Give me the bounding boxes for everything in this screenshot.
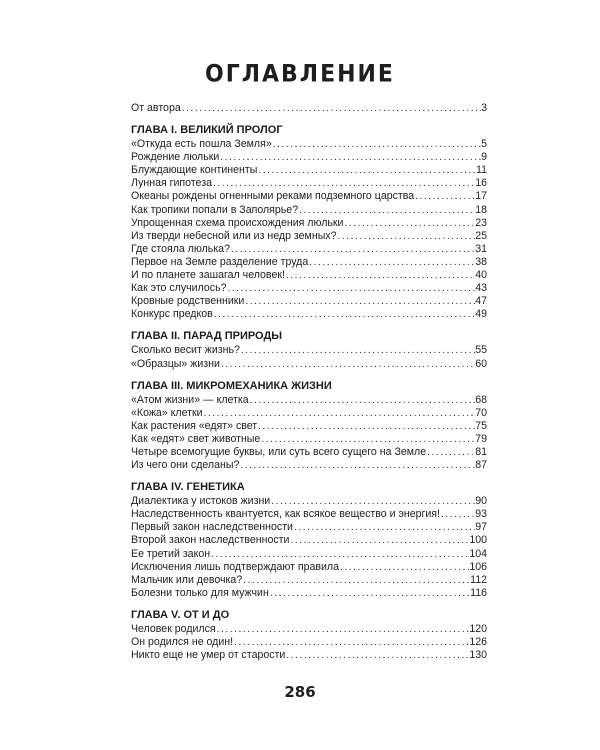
toc-entry-title: Из чего они сделаны? — [131, 459, 240, 472]
toc-entry[interactable] — [131, 243, 487, 256]
toc-entry-title: Исключения лишь подтверждают правила — [131, 560, 340, 573]
toc-entry[interactable] — [131, 446, 487, 459]
toc-entry[interactable] — [131, 636, 487, 649]
toc-entry-title: Человек родился — [131, 622, 216, 635]
toc-entry-title: От автора — [131, 102, 181, 114]
toc-entry-title: «Откуда есть пошла Земля» — [131, 138, 272, 151]
toc-entry-page: 75 — [475, 419, 487, 432]
toc-entry-page: 130 — [469, 649, 487, 662]
toc-entry-page: 40 — [475, 269, 487, 282]
toc-entry[interactable] — [131, 548, 487, 561]
leader-dots — [257, 164, 476, 177]
leader-dots — [233, 636, 469, 649]
toc-entry[interactable] — [131, 190, 487, 203]
toc-entry-title: Первое на Земле разделение труда — [131, 255, 309, 268]
toc-chapter — [131, 329, 487, 370]
toc-entry-page: 11 — [476, 164, 487, 177]
toc-entry-page: 116 — [470, 586, 487, 599]
leader-dots — [210, 548, 469, 561]
toc-chapter — [131, 480, 487, 600]
toc-chapter — [131, 379, 487, 473]
leader-dots — [244, 295, 475, 308]
toc-entry-page: 9 — [481, 151, 487, 164]
toc-entry[interactable] — [131, 574, 487, 587]
leader-dots — [240, 344, 475, 357]
toc-entry-page: 106 — [469, 560, 487, 573]
toc-entry[interactable] — [131, 164, 487, 177]
leader-dots — [219, 151, 481, 164]
toc-entry-page: 93 — [475, 508, 487, 521]
toc-entry-title: «Кожа» клетки — [131, 406, 203, 419]
toc-entry-title: Где стояла люлька? — [131, 242, 230, 255]
toc-entry[interactable] — [131, 521, 487, 534]
toc-entry-title: Ее третий закон — [131, 547, 211, 560]
toc-entry[interactable] — [131, 433, 487, 446]
toc-entry[interactable] — [131, 295, 487, 308]
leader-dots — [339, 561, 469, 574]
toc-entry-title: И по планете зашагал человек! — [131, 269, 285, 282]
toc-entry-page: 47 — [475, 295, 487, 308]
toc-chapter — [131, 123, 487, 321]
leader-dots — [203, 407, 476, 420]
toc-entry-page: 43 — [475, 282, 487, 295]
toc-entry[interactable] — [131, 561, 487, 574]
leader-dots — [181, 102, 481, 115]
toc-entry-page: 55 — [475, 344, 487, 357]
toc-entry[interactable] — [131, 508, 487, 521]
toc-entry-title: Упрощенная схема происхождения люльки — [131, 216, 344, 229]
leader-dots — [272, 138, 481, 151]
toc-entry-title: Как тропики попали в Заполярье? — [131, 203, 299, 216]
toc-entry-title: Рождение люльки — [131, 151, 220, 164]
toc-entry-title: Из тверди небесной или из недр земных? — [131, 229, 337, 242]
toc-entry-title: Кровные родственники — [131, 295, 245, 308]
toc-entry[interactable] — [131, 204, 487, 217]
leader-dots — [270, 495, 475, 508]
toc-entry-page: 100 — [469, 534, 487, 547]
toc-entry-page: 97 — [475, 521, 487, 534]
leader-dots — [289, 534, 469, 547]
toc-entry-page: 120 — [469, 622, 487, 635]
page-title: ОГЛАВЛЕНИЕ — [205, 60, 395, 89]
toc-entry-page: 5 — [481, 138, 487, 151]
toc-entry-title: Лунная гипотеза — [131, 177, 212, 190]
toc-entry-page: 68 — [475, 393, 487, 406]
toc-entry-page: 70 — [475, 406, 487, 419]
leader-dots — [213, 308, 475, 321]
toc-entry-title: Он родился не один! — [131, 636, 234, 648]
chapter-title: ГЛАВА II. ПАРАД ПРИРОДЫ — [131, 330, 283, 343]
leader-dots — [212, 177, 475, 190]
page-number: 286 — [284, 683, 316, 701]
toc-entry-title: Блуждающие континенты — [131, 164, 258, 177]
leader-dots — [440, 508, 475, 521]
toc-entry-title: Мальчик или девочка? — [131, 573, 243, 586]
leader-dots — [285, 649, 469, 662]
toc-entry-page: 81 — [475, 445, 487, 458]
toc-entry[interactable] — [131, 151, 487, 164]
toc-entry-title: Сколько весит жизнь? — [131, 344, 240, 357]
toc-entry-title: «Атом жизни» — клетка — [131, 393, 249, 406]
toc-entry-title: Четыре всемогущие буквы, или суть всего сущего на Земле — [131, 445, 427, 458]
toc-entry-page: 25 — [475, 229, 487, 242]
leader-dots — [337, 230, 476, 243]
leader-dots — [308, 256, 475, 269]
toc-entry-page: 49 — [475, 308, 487, 321]
toc-entry[interactable] — [131, 649, 487, 662]
leader-dots — [285, 269, 475, 282]
toc-entry[interactable] — [131, 407, 487, 420]
toc-entry-intro[interactable] — [131, 102, 487, 115]
toc-entry[interactable] — [131, 230, 487, 243]
toc-entry-page: 16 — [475, 177, 487, 190]
toc-entry-title: Второй закон наследственности — [131, 534, 290, 547]
toc-entry-page: 17 — [475, 190, 487, 203]
toc-entry[interactable] — [131, 308, 487, 321]
toc-entry[interactable] — [131, 269, 487, 282]
toc-entry-title: Конкурс предков — [131, 308, 213, 321]
toc-entry-title: Болезни только для мужчин — [131, 586, 269, 599]
leader-dots — [230, 243, 475, 256]
chapter-title: ГЛАВА V. ОТ И ДО — [131, 608, 230, 621]
toc-entry[interactable] — [131, 534, 487, 547]
leader-dots — [260, 433, 475, 446]
toc-entry-page: 23 — [475, 216, 487, 229]
toc-entry[interactable] — [131, 495, 487, 508]
toc-entry-title: Первый закон наследственности — [131, 521, 293, 534]
toc-entry[interactable] — [131, 282, 487, 295]
toc-entry[interactable] — [131, 623, 487, 636]
leader-dots — [293, 521, 475, 534]
toc-entry-page: 79 — [475, 432, 487, 445]
chapter-title: ГЛАВА III. МИКРОМЕХАНИКА ЖИЗНИ — [131, 379, 332, 392]
toc-entry-title: Океаны рождены огненными реками подземного царства — [131, 190, 415, 203]
leader-dots — [426, 446, 475, 459]
toc-entry-page: 60 — [475, 357, 487, 370]
leader-dots — [414, 190, 475, 203]
toc-entry[interactable] — [131, 394, 487, 407]
toc-chapter — [131, 608, 487, 662]
chapter-title: ГЛАВА I. ВЕЛИКИЙ ПРОЛОГ — [131, 124, 283, 137]
toc-entry-title: Как это случилось? — [131, 282, 227, 295]
toc-entry-title: «Образцы» жизни — [131, 357, 220, 370]
leader-dots — [220, 358, 475, 371]
leader-dots — [239, 459, 475, 472]
toc-entry-title: Как растения «едят» свет — [131, 419, 258, 432]
toc-entry[interactable] — [131, 344, 487, 357]
leader-dots — [242, 574, 470, 587]
toc-entry-page: 3 — [481, 102, 487, 114]
toc-entry[interactable] — [131, 217, 487, 230]
toc-entry-page: 18 — [475, 203, 487, 216]
toc-entry-page: 90 — [475, 495, 487, 508]
toc-entry[interactable] — [131, 459, 487, 472]
chapter-title: ГЛАВА IV. ГЕНЕТИКА — [131, 481, 245, 494]
leader-dots — [343, 217, 475, 230]
toc-entry[interactable] — [131, 358, 487, 371]
toc-entry-page: 126 — [469, 636, 487, 648]
toc-entry-page: 38 — [475, 255, 487, 268]
toc-entry[interactable] — [131, 587, 487, 600]
toc-entry[interactable] — [131, 138, 487, 151]
leader-dots — [298, 204, 475, 217]
leader-dots — [269, 587, 470, 600]
toc-entry-page: 104 — [469, 547, 487, 560]
toc-entry-title: Диалектика у истоков жизни — [131, 495, 271, 508]
leader-dots — [257, 420, 475, 433]
toc-entry-page: 31 — [475, 242, 487, 255]
leader-dots — [249, 394, 476, 407]
table-of-contents — [131, 102, 487, 662]
toc-entry[interactable] — [131, 177, 487, 190]
toc-entry-page: 87 — [475, 459, 487, 472]
toc-entry[interactable] — [131, 256, 487, 269]
toc-entry-title: Как «едят» свет животные — [131, 432, 261, 445]
chapters-list — [131, 123, 487, 662]
toc-entry-title: Наследственность квантуется, как всякое вещество и энергия! — [131, 508, 440, 521]
leader-dots — [216, 623, 470, 636]
leader-dots — [227, 282, 476, 295]
toc-entry-title: Никто еще не умер от старости — [131, 649, 286, 662]
toc-entry[interactable] — [131, 420, 487, 433]
toc-entry-page: 112 — [470, 573, 487, 586]
